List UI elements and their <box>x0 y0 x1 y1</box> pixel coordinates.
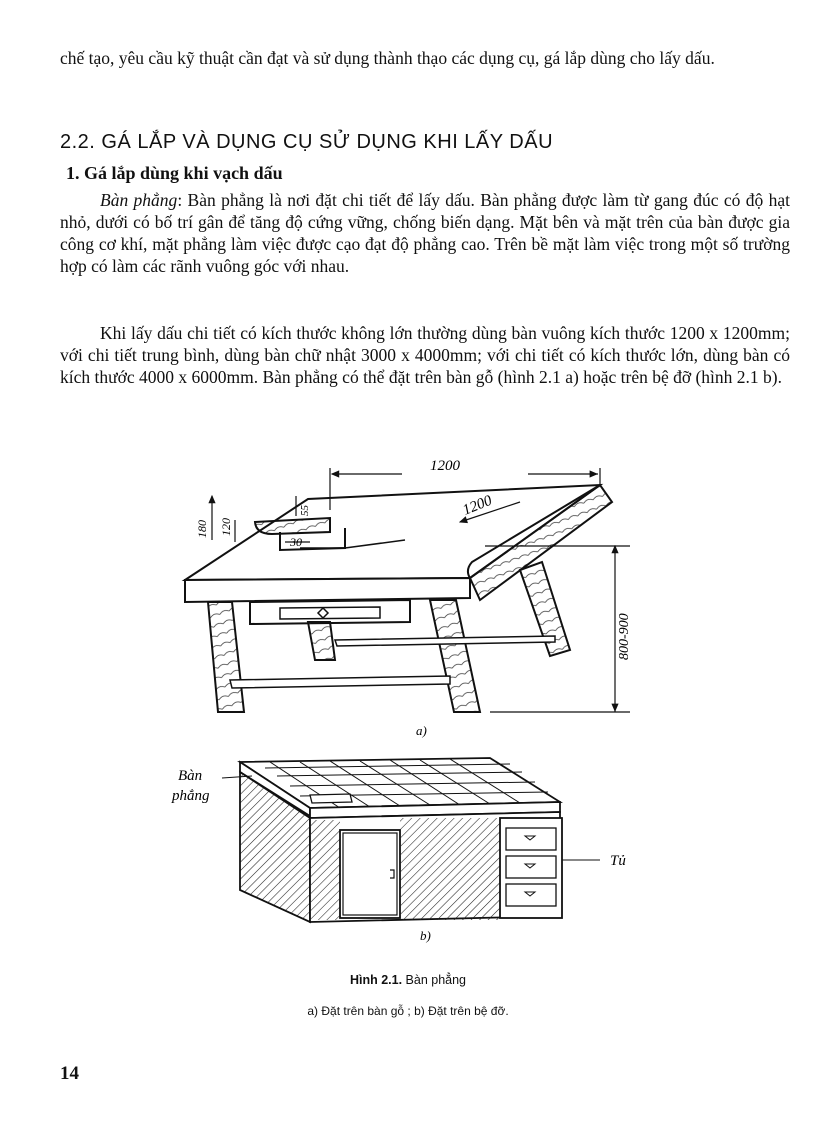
term-ban-phang: Bàn phẳng <box>100 190 178 210</box>
paragraph-ban-phang-text: : Bàn phẳng là nơi đặt chi tiết để lấy dấu. Bàn phẳng được làm từ gang đúc có độ hạt nhỏ, dưới có bố trí gân để tăng độ cứng vững, chống biến dạng. Mặt bên và mặt trên của bàn được gia công cơ khí, mặt phẳng làm việc được cạo đạt độ phẳng cao. Trên bề mặt làm việc trong một số trường hợp có làm các rãnh vuông góc với nhau. <box>60 190 790 276</box>
label-ban: Bàn <box>178 768 203 784</box>
dim-30: 30 <box>290 535 302 549</box>
dim-120: 120 <box>219 518 233 536</box>
figure-a-wood-table <box>185 485 612 712</box>
dim-800-900: 800-900 <box>617 613 632 660</box>
section-heading: 2.2. GÁ LẮP VÀ DỤNG CỤ SỬ DỤNG KHI LẤY DẤU <box>60 131 554 153</box>
label-tu: Tủ <box>610 853 626 869</box>
label-a: a) <box>416 723 427 738</box>
paragraph-sizes: Khi lấy dấu chi tiết có kích thước không lớn thường dùng bàn vuông kích thước 1200 x 1200mm; với chi tiết trung bình, dùng bàn chữ nhật 3000 x 4000mm; với chi tiết có kích thước lớn, dùng bàn có kích thước 4000 x 6000mm. Bàn phẳng có thể đặt trên bàn gỗ (hình 2.1 a) hoặc trên bệ đỡ (hình 2.1 b). <box>60 323 790 387</box>
figure-drawing <box>160 450 660 945</box>
caption-title: Bàn phẳng <box>402 973 467 987</box>
paragraph-ban-phang <box>60 189 790 277</box>
dim-1200-top: 1200 <box>430 458 460 474</box>
dim-180: 180 <box>195 520 209 538</box>
intro-paragraph: chế tạo, yêu cầu kỹ thuật cần đạt và sử dụng thành thạo các dụng cụ, gá lắp dùng cho lấy dấu. <box>60 48 715 68</box>
subsection-heading: 1. Gá lắp dùng khi vạch dấu <box>66 163 283 183</box>
figure-b-pedestal-table <box>222 758 600 922</box>
dim-55: 55 <box>299 505 311 516</box>
figure-subcaption: a) Đặt trên bàn gỗ ; b) Đặt trên bệ đỡ. <box>307 1004 509 1018</box>
figure-2-1 <box>160 450 660 945</box>
page-number: 14 <box>60 1063 79 1084</box>
label-phang: phẳng <box>172 788 210 804</box>
dim-1200-diag: 1200 <box>460 492 495 519</box>
figure-caption <box>0 973 816 987</box>
caption-prefix: Hình 2.1. <box>349 973 403 987</box>
label-b: b) <box>420 928 431 943</box>
